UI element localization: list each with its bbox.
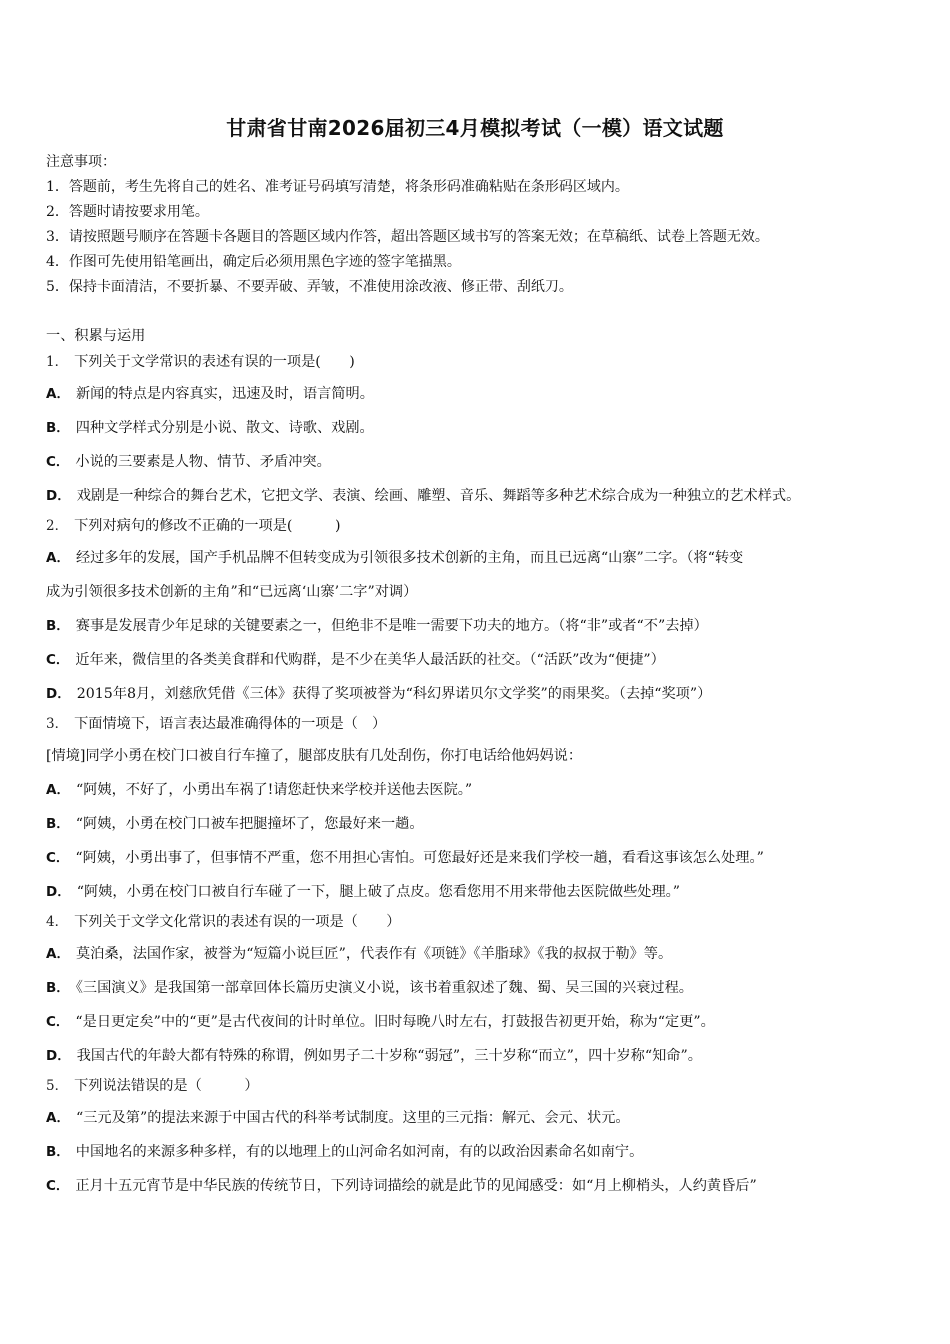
question-text: 下列关于文学文化常识的表述有误的一项是（ ） — [74, 914, 401, 930]
section-heading: 一、积累与运用 — [46, 328, 146, 344]
option-text: 经过多年的发展，国产手机品牌不但转变成为引领很多技术创新的主角，而且已远离“山寨”二字。（将“转变 — [75, 550, 744, 566]
option-label: B． — [46, 420, 70, 436]
option-a-continued: 成为引领很多技术创新的主角”和“已远离‘山寨’二字”对调） — [46, 584, 418, 600]
option-d — [46, 677, 926, 711]
question-number: 1． — [46, 354, 69, 370]
questions-block — [46, 324, 926, 1203]
option-b — [46, 609, 926, 643]
option-label: C． — [46, 1178, 70, 1194]
option-text: 我国古代的年龄大都有特殊的称谓，例如男子二十岁称“弱冠”，三十岁称“而立”，四十岁称“知命”。 — [76, 1048, 702, 1064]
option-a — [46, 773, 926, 807]
option-text: 《三国演义》是我国第一部章回体长篇历史演义小说，该书着重叙述了魏、蜀、吴三国的兴衰过程。 — [75, 980, 693, 996]
option-b — [46, 411, 926, 445]
option-text: “阿姨，不好了，小勇出车祸了!请您赶快来学校并送他去医院。” — [75, 782, 473, 798]
question-1-stem — [46, 349, 926, 377]
note-item: 4．作图可先使用铅笔画出，确定后必须用黑色字迹的签字笔描黑。 — [46, 254, 461, 270]
question-2-stem — [46, 513, 926, 541]
option-d — [46, 1039, 926, 1073]
note-item: 3．请按照题号顺序在答题卡各题目的答题区域内作答，超出答题区域书写的答案无效；在草稿纸、试卷上答题无效。 — [46, 229, 769, 245]
question-number: 3． — [46, 716, 69, 732]
option-d — [46, 479, 926, 513]
option-text: 莫泊桑，法国作家，被誉为“短篇小说巨匠”，代表作有《项链》《羊脂球》《我的叔叔于勒》等。 — [75, 946, 673, 962]
option-a — [46, 937, 926, 971]
option-text: “阿姨，小勇出事了，但事情不严重，您不用担心害怕。可您最好还是来我们学校一趟，看看这事该怎么处理。” — [75, 850, 764, 866]
option-label: D． — [46, 1048, 71, 1064]
option-d — [46, 875, 926, 909]
option-label: B． — [46, 980, 70, 996]
option-text: 四种文学样式分别是小说、散文、诗歌、戏剧。 — [75, 420, 374, 436]
option-text: 赛事是发展青少年足球的关键要素之一，但绝非不是唯一需要下功夫的地方。（将“非”或者“不”去掉） — [75, 618, 708, 634]
option-c — [46, 841, 926, 875]
option-label: C． — [46, 652, 70, 668]
option-text: “阿姨，小勇在校门口被自行车碰了一下，腿上破了点皮。您看您用不用来带他去医院做些处理。” — [76, 884, 681, 900]
option-text: 新闻的特点是内容真实，迅速及时，语言简明。 — [75, 386, 374, 402]
option-text: 近年来，微信里的各类美食群和代购群，是不少在美华人最活跃的社交。（“活跃”改为“便捷”） — [75, 652, 665, 668]
note-item: 5．保持卡面清洁，不要折暴、不要弄破、弄皱，不准使用涂改液、修正带、刮纸刀。 — [46, 279, 573, 295]
option-label: C． — [46, 454, 70, 470]
option-label: A． — [46, 1110, 70, 1126]
option-text: “阿姨，小勇在校门口被车把腿撞坏了，您最好来一趟。 — [75, 816, 424, 832]
question-text: 下列说法错误的是（ ） — [74, 1078, 259, 1094]
option-label: B． — [46, 618, 70, 634]
option-text: “是日更定矣”中的“更”是古代夜间的计时单位。旧时每晚八时左右，打鼓报告初更开始，称为“定更”。 — [75, 1014, 715, 1030]
option-text: 中国地名的来源多种多样，有的以地理上的山河命名如河南，有的以政治因素命名如南宁。 — [75, 1144, 644, 1160]
option-label: C． — [46, 850, 70, 866]
option-label: D． — [46, 686, 71, 702]
option-b — [46, 971, 926, 1005]
option-label: A． — [46, 782, 70, 798]
question-4-stem — [46, 909, 926, 937]
question-number: 2． — [46, 518, 69, 534]
question-text: 下面情境下，语言表达最准确得体的一项是（ ） — [74, 716, 387, 732]
option-a — [46, 541, 926, 575]
option-text: 正月十五元宵节是中华民族的传统节日，下列诗词描绘的就是此节的见闻感受：如“月上柳梢头，人约黄昏后” — [75, 1178, 757, 1194]
option-label: D． — [46, 884, 71, 900]
option-b — [46, 807, 926, 841]
option-text: 戏剧是一种综合的舞台艺术，它把文学、表演、绘画、雕塑、音乐、舞蹈等多种艺术综合成为一种独立的艺术样式。 — [76, 488, 801, 504]
option-c — [46, 643, 926, 677]
note-item: 1．答题前，考生先将自己的姓名、准考证号码填写清楚，将条形码准确粘贴在条形码区域内。 — [46, 179, 629, 195]
option-text: 小说的三要素是人物、情节、矛盾冲突。 — [75, 454, 331, 470]
option-c — [46, 1005, 926, 1039]
question-5-stem — [46, 1073, 926, 1101]
option-text: 2015年8月，刘慈欣凭借《三体》获得了奖项被誉为“科幻界诺贝尔文学奖”的雨果奖。（去掉“奖项”） — [76, 686, 712, 702]
question-number: 4． — [46, 914, 69, 930]
question-number: 5． — [46, 1078, 69, 1094]
option-b — [46, 1135, 926, 1169]
option-label: D． — [46, 488, 71, 504]
option-a — [46, 1101, 926, 1135]
option-a — [46, 377, 926, 411]
note-item: 2．答题时请按要求用笔。 — [46, 204, 209, 220]
notes-heading: 注意事项： — [46, 154, 116, 170]
question-text: 下列关于文学常识的表述有误的一项是( ) — [74, 354, 355, 370]
option-label: A． — [46, 946, 70, 962]
option-c — [46, 1169, 926, 1203]
option-label: A． — [46, 386, 70, 402]
option-label: A． — [46, 550, 70, 566]
question-text: 下列对病句的修改不正确的一项是( ) — [74, 518, 341, 534]
notes-block — [46, 150, 926, 300]
option-c — [46, 445, 926, 479]
option-label: C． — [46, 1014, 70, 1030]
exam-title: 甘肃省甘南2026届初三4月模拟考试（一模）语文试题 — [226, 116, 724, 140]
option-label: B． — [46, 816, 70, 832]
option-text: “三元及第”的提法来源于中国古代的科举考试制度。这里的三元指：解元、会元、状元。 — [75, 1110, 630, 1126]
option-label: B． — [46, 1144, 70, 1160]
question-3-stem — [46, 711, 926, 739]
question-context: [情境]同学小勇在校门口被自行车撞了，腿部皮肤有几处刮伤，你打电话给他妈妈说： — [46, 748, 583, 764]
